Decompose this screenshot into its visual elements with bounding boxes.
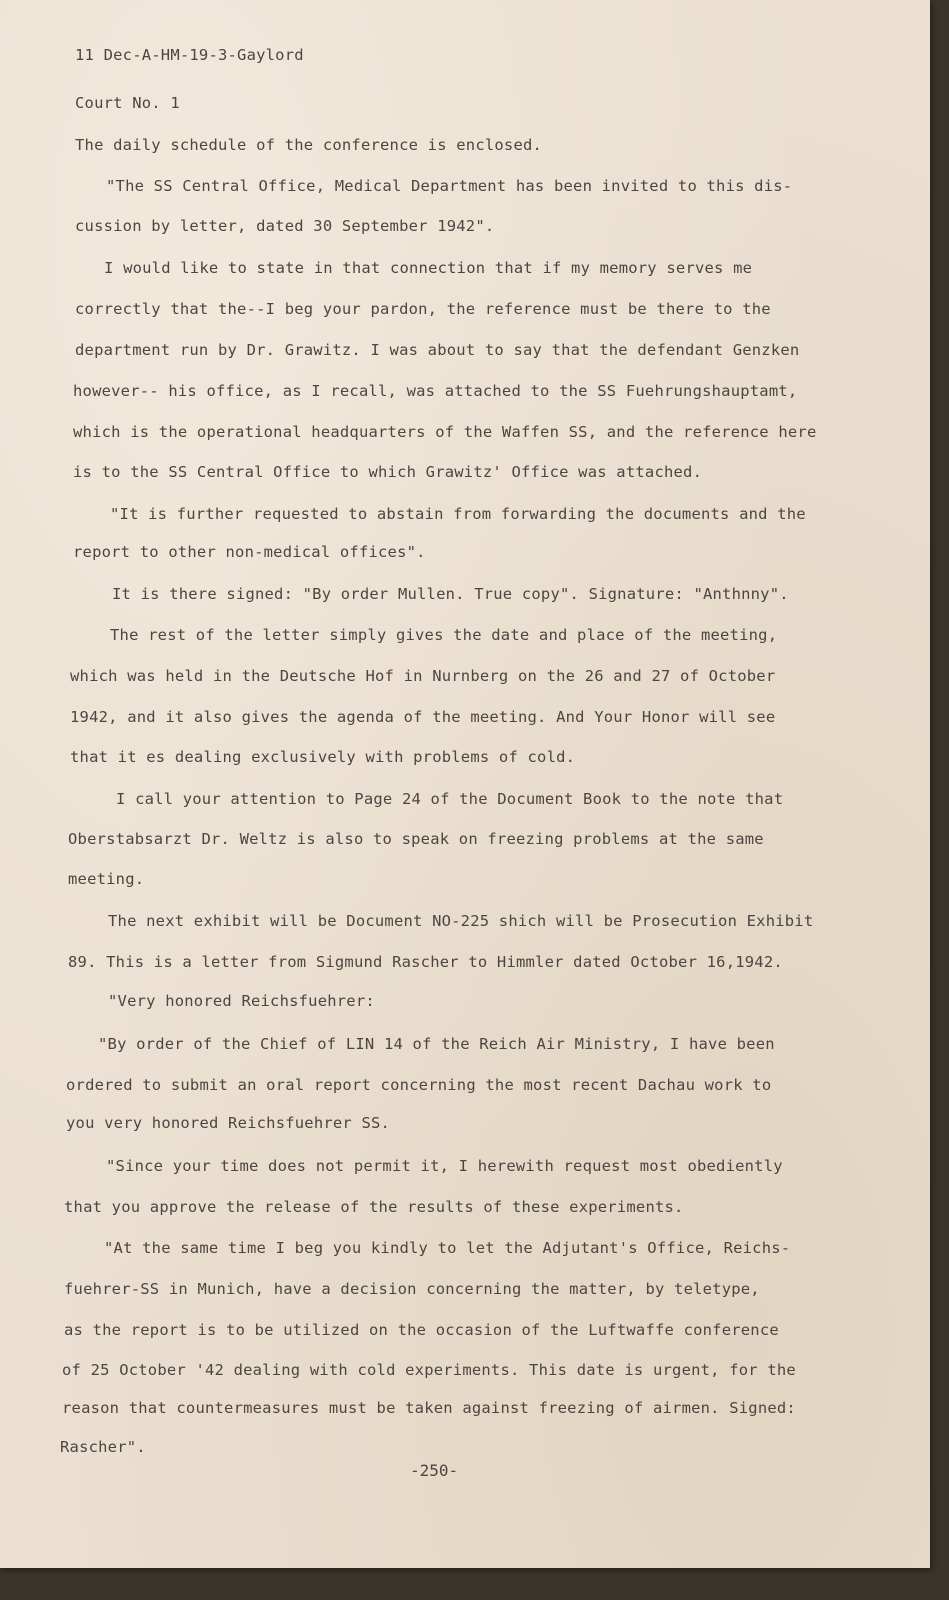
text-line: "The SS Central Office, Medical Department has been invited to this dis- [106,177,793,195]
text-line: ordered to submit an oral report concerning the most recent Dachau work to [66,1076,772,1094]
text-line: as the report is to be utilized on the occasion of the Luftwaffe conference [64,1321,779,1339]
text-line: The daily schedule of the conference is enclosed. [75,136,543,154]
court-line: Court No. 1 [75,94,180,112]
text-line: that you approve the release of the results of these experiments. [64,1198,684,1216]
text-line: cussion by letter, dated 30 September 1942". [75,217,495,235]
page-number: -250- [410,1461,459,1480]
text-line: "Since your time does not permit it, I herewith request most obediently [106,1157,783,1175]
text-line: however-- his office, as I recall, was attached to the SS Fuehrungshauptamt, [73,382,798,400]
text-line: The rest of the letter simply gives the date and place of the meeting, [110,626,778,644]
text-line: 1942, and it also gives the agenda of the meeting. And Your Honor will see [70,708,776,726]
text-line: "It is further requested to abstain from forwarding the documents and the [110,505,806,523]
text-line: Rascher". [60,1438,146,1456]
header-line: 11 Dec-A-HM-19-3-Gaylord [75,46,304,64]
text-line: report to other non-medical offices". [73,543,426,561]
text-line: It is there signed: "By order Mullen. True copy". Signature: "Anthnny". [112,585,789,603]
text-line: you very honored Reichsfuehrer SS. [66,1114,391,1132]
text-line: Oberstabsarzt Dr. Weltz is also to speak on freezing problems at the same [68,830,764,848]
text-line: is to the SS Central Office to which Grawitz' Office was attached. [73,463,703,481]
text-line: The next exhibit will be Document NO-225 shich will be Prosecution Exhibit [108,912,814,930]
text-line: which is the operational headquarters of the Waffen SS, and the reference here [73,423,817,441]
text-line: "At the same time I beg you kindly to let the Adjutant's Office, Reichs- [104,1239,791,1257]
text-line: department run by Dr. Grawitz. I was about to say that the defendant Genzken [75,341,800,359]
text-line: correctly that the--I beg your pardon, the reference must be there to the [75,300,771,318]
text-line: 89. This is a letter from Sigmund Rascher to Himmler dated October 16,1942. [68,953,783,971]
text-line: "By order of the Chief of LIN 14 of the Reich Air Ministry, I have been [98,1035,775,1053]
text-line: of 25 October '42 dealing with cold experiments. This date is urgent, for the [62,1361,796,1379]
text-line: which was held in the Deutsche Hof in Nurnberg on the 26 and 27 of October [70,667,776,685]
text-line: fuehrer-SS in Munich, have a decision concerning the matter, by teletype, [64,1280,760,1298]
text-line: I call your attention to Page 24 of the Document Book to the note that [116,790,784,808]
text-line: that it es dealing exclusively with problems of cold. [70,748,576,766]
text-line: I would like to state in that connection that if my memory serves me [104,259,753,277]
text-line: reason that countermeasures must be taken against freezing of airmen. Signed: [62,1399,796,1417]
text-line: "Very honored Reichsfuehrer: [108,992,375,1010]
text-line: meeting. [68,870,145,888]
